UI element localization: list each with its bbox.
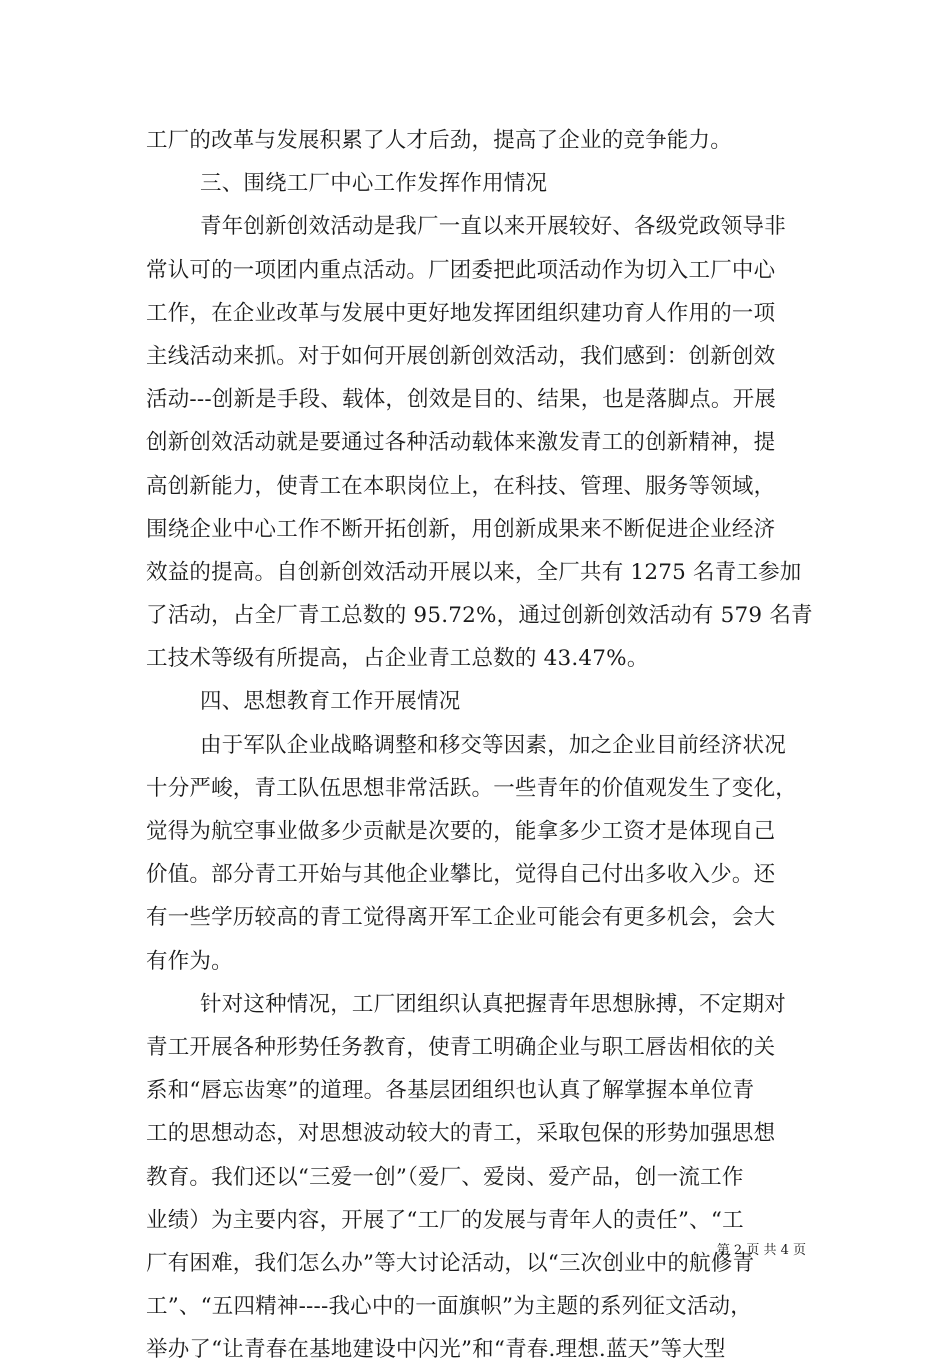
body-line: 教育。我们还以“三爱一创”（爱厂、爱岗、爱产品，创一流工作 bbox=[146, 1164, 744, 1190]
body-line: 工技术等级有所提高，占企业青工总数的 43.47%。 bbox=[146, 646, 649, 672]
body-line: 主线活动来抓。对于如何开展创新创效活动，我们感到：创新创效 bbox=[146, 343, 776, 369]
body-line: 针对这种情况，工厂团组织认真把握青年思想脉搏，不定期对 bbox=[200, 991, 786, 1017]
body-line: 活动---创新是手段、载体，创效是目的、结果，也是落脚点。开展 bbox=[146, 387, 776, 413]
body-line: 青年创新创效活动是我厂一直以来开展较好、各级党政领导非 bbox=[200, 214, 786, 240]
body-line: 觉得为航空事业做多少贡献是次要的，能拿多少工资才是体现自己 bbox=[146, 819, 776, 844]
body-line: 青工开展各种形势任务教育，使青工明确企业与职工唇齿相依的关 bbox=[146, 1034, 776, 1060]
body-line: 有一些学历较高的青工觉得离开军工企业可能会有更多机会，会大 bbox=[146, 905, 776, 931]
section-heading: 四、思想教育工作开展情况 bbox=[200, 689, 461, 715]
body-line: 效益的提高。自创新创效活动开展以来，全厂共有 1275 名青工参加 bbox=[146, 559, 802, 585]
body-line: 有作为。 bbox=[146, 948, 233, 974]
body-line: 厂有困难，我们怎么办”等大讨论活动，以“三次创业中的航修青 bbox=[146, 1250, 755, 1276]
page-number-footer: 第 2 页 共 4 页 bbox=[716, 1243, 806, 1258]
body-line: 围绕企业中心工作不断开拓创新，用创新成果来不断促进企业经济 bbox=[146, 516, 776, 542]
body-line: 常认可的一项团内重点活动。厂团委把此项活动作为切入工厂中心 bbox=[146, 257, 776, 283]
section-heading: 三、围绕工厂中心工作发挥作用情况 bbox=[200, 171, 548, 197]
body-line: 业绩）为主要内容，开展了“工厂的发展与青年人的责任”、“工 bbox=[146, 1207, 744, 1233]
body-line: 举办了“让青春在基地建设中闪光”和“青春.理想.蓝天”等大型 bbox=[146, 1337, 726, 1363]
body-line: 十分严峻，青工队伍思想非常活跃。一些青年的价值观发生了变化， bbox=[146, 775, 798, 801]
body-line: 由于军队企业战略调整和移交等因素，加之企业目前经济状况 bbox=[200, 732, 786, 758]
body-line: 工的思想动态，对思想波动较大的青工，采取包保的形势加强思想 bbox=[146, 1121, 776, 1147]
body-line: 价值。部分青工开始与其他企业攀比，觉得自己付出多收入少。还 bbox=[146, 862, 776, 888]
body-line: 工作，在企业改革与发展中更好地发挥团组织建功育人作用的一项 bbox=[146, 300, 776, 326]
body-line: 了活动，占全厂青工总数的 95.72%，通过创新创效活动有 579 名青 bbox=[146, 603, 813, 629]
body-line: 系和“唇忘齿寒”的道理。各基层团组织也认真了解掌握本单位青 bbox=[146, 1078, 755, 1104]
body-line: 工”、“五四精神----我心中的一面旗帜”为主题的系列征文活动， bbox=[146, 1294, 752, 1320]
body-line: 高创新能力，使青工在本职岗位上，在科技、管理、服务等领域， bbox=[146, 473, 776, 499]
document-body bbox=[146, 119, 813, 1371]
body-line: 创新创效活动就是要通过各种活动载体来激发青工的创新精神，提 bbox=[146, 430, 776, 456]
body-line: 工厂的改革与发展积累了人才后劲，提高了企业的竞争能力。 bbox=[146, 128, 732, 153]
